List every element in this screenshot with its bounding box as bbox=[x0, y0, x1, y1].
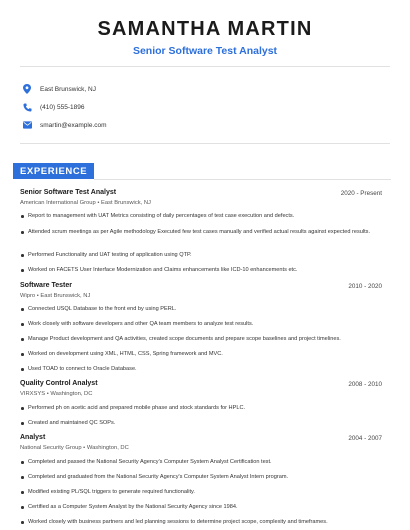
job-date: 2020 - Present bbox=[340, 190, 382, 197]
job-location: Washington, DC bbox=[50, 391, 93, 397]
job-date: 2008 - 2010 bbox=[348, 381, 382, 388]
job-bullet: Performed ph on acetic acid and prepared mobile phase and stock standards for HPLC. bbox=[20, 404, 380, 413]
job-company: Wipro bbox=[20, 293, 36, 299]
location-pin-icon bbox=[22, 84, 32, 94]
job-bullet: Report to management with UAT Metrics consisting of daily percentages of test case execution and defects. bbox=[20, 212, 380, 221]
job-bullet: Completed and graduated from the National Security Agency's Computer System Analyst Intern program. bbox=[20, 473, 380, 482]
job-date: 2004 - 2007 bbox=[348, 435, 382, 442]
job-bullet: Worked on FACETS User Interface Modernization and Claims enhancements like ICD-10 enhancements etc. bbox=[20, 266, 380, 275]
contact-divider bbox=[20, 143, 390, 144]
job-bullet: Connected USQL Database to the front end by using PERL. bbox=[20, 305, 380, 314]
job-bullet: Modified existing PL/SQL triggers to generate required functionality. bbox=[20, 488, 380, 497]
job-title: Software Tester bbox=[20, 282, 72, 289]
job-location: East Brunswick, NJ bbox=[101, 200, 151, 206]
job-bullet: Work closely with software developers and other QA team members to analyze test results. bbox=[20, 320, 380, 329]
contact-location bbox=[22, 82, 96, 96]
job-bullet: Used TOAD to connect to Oracle Database. bbox=[20, 365, 380, 374]
email-text[interactable]: smartin@example.com bbox=[40, 121, 107, 129]
job-bullet: Created and maintained QC SOPs. bbox=[20, 419, 380, 428]
job-title: Senior Software Test Analyst bbox=[20, 189, 117, 196]
phone-icon bbox=[22, 102, 32, 112]
job-location: Washington, DC bbox=[86, 445, 129, 451]
job-date: 2010 - 2020 bbox=[348, 283, 382, 290]
job-bullet: Worked on development using XML, HTML, CSS, Spring framework and MVC. bbox=[20, 350, 380, 359]
job-company: American International Group bbox=[20, 200, 96, 206]
job-bullet: Completed and passed the National Security Agency's Computer System Analyst Certification test. bbox=[20, 458, 380, 467]
candidate-name: SAMANTHA MARTIN bbox=[97, 18, 313, 40]
contact-phone bbox=[22, 100, 84, 114]
experience-heading-label: EXPERIENCE bbox=[20, 165, 88, 177]
job-meta: American International Group • East Brunswick, NJ bbox=[20, 200, 151, 206]
job-meta: VIRXSYS • Washington, DC bbox=[20, 391, 93, 397]
phone-text: (410) 555-1896 bbox=[40, 103, 85, 111]
job-meta: National Security Group • Washington, DC bbox=[20, 445, 129, 451]
job-title: Analyst bbox=[20, 434, 46, 441]
job-title: Quality Control Analyst bbox=[20, 380, 98, 387]
header-divider bbox=[20, 66, 390, 67]
experience-heading-line bbox=[94, 179, 391, 180]
job-bullet: Manage Product development and QA activities, created scope documents and prepare scope baselines and project timelines. bbox=[20, 335, 380, 344]
resume-header bbox=[0, 18, 410, 58]
experience-heading bbox=[13, 163, 94, 179]
job-bullet: Worked closely with business partners and led planning sessions to determine project scope, complexity and timeframes. bbox=[20, 518, 380, 527]
job-bullet: Attended scrum meetings as per Agile methodology Executed few test cases manually and verified actual results against expected results. bbox=[20, 228, 380, 237]
job-meta: Wipro • East Brunswick, NJ bbox=[20, 293, 91, 299]
job-company: VIRXSYS bbox=[20, 391, 46, 397]
job-bullet: Certified as a Computer System Analyst by the National Security Agency since 1984. bbox=[20, 503, 380, 512]
contact-email bbox=[22, 118, 107, 132]
candidate-title: Senior Software Test Analyst bbox=[132, 45, 278, 57]
job-company: National Security Group bbox=[20, 445, 82, 451]
job-bullet: Performed Functionality and UAT testing of application using QTP. bbox=[20, 251, 380, 260]
email-icon bbox=[22, 120, 32, 130]
location-text: East Brunswick, NJ bbox=[40, 85, 96, 93]
job-location: East Brunswick, NJ bbox=[40, 293, 91, 299]
